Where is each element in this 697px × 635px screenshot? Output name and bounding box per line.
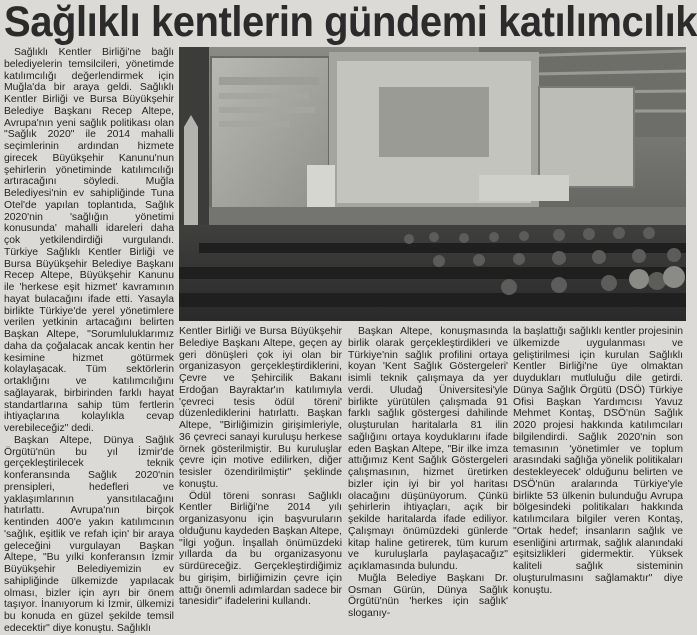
paragraph: Muğla Belediye Başkanı Dr. Osman Gürün, Dünya Sağlık Örgütü'nün 'herkes için sağlık' sloganıy- <box>348 572 508 619</box>
article-column-1 <box>4 47 174 634</box>
paragraph: Sağlıklı Kentler Birliği'ne bağlı belediyelerin temsilcileri, yönetimde katılımcılığı değerlendirmek için Muğla'da bir araya geldi. Sağlıklı Kentler Birliği ve Bursa Büyükşehir Belediye Başkanı Recep Altepe, Avrupa'nın yeni sağlık politikası olan "Sağlık 2020" ile 2014 mahalli seçimlerinin ardından hizmete girecek Büyükşehir Kanunu'nun şehirlerin yönetiminde katılımcılığı artıracağını söyledi. Muğla Belediyesi'nin ev sahipliğinde Tuna Otel'de yapılan toplantıda, Sağlık 2020'nin 'sağlığın yönetimi konusunda' mahalli idareleri daha çok yetkilendirdiği vurgulandı. Türkiye Sağlıklı Kentler Birliği ve Bursa Büyükşehir Belediye Başkanı Recep Altepe, Büyükşehir Kanunu ile 'herkese eşit hizmet' kavramının hayat bulacağını ifade etti. Yasayla birlikte Türkiye'de yerel yönetimlere verilen yetkinin artacağını belirten Başkan Altepe, "Sorumluluklarımız daha da çoğalacak ancak kentin her kesimine hizmet götürmek kolaylaşacak. Tüm sektörlerin ortaklığını ve katılımcılığını sağlayarak, birbirinden farklı hayat standartlarına sahip tüm fertlerin ihtiyaçlarına kolaylıkla cevap verebileceğiz" dedi. <box>4 47 174 434</box>
article-column-4 <box>513 326 683 600</box>
article-column-3 <box>348 326 508 619</box>
paragraph: Başkan Altepe, konuşmasında birlik olarak gerçekleştirdikleri ve Türkiye'nin sağlık profilini ortaya koyan 'Kent Sağlık Göstergeleri' isimli teknik çalışmaya da yer verdi. Uludağ Üniversitesi'yle birlikte yürütülen çalışmada 91 farklı sağlık göstergesi dahilinde oluşturulan haritalarla 81 ilin sağlığını ortaya koyduklarını ifade eden Başkan Altepe, "Bir ilke imza attığımız Kent Sağlık Göstergeleri çalışmasının, hizmet üretirken bizler için iyi bir yol haritası olacağını düşünüyorum. Çünkü şehirlerin ihtiyaçları, açık bir şekilde haritalarda ifade ediliyor. Çalışmayı önümüzdeki günlerde kitap haline getirerek, tüm kurum ve kuruluşlarla paylaşacağız" açıklamasında bulundu. <box>348 326 508 572</box>
article-column-2 <box>179 326 342 608</box>
conference-photo <box>179 47 686 321</box>
paragraph: Başkan Altepe, Dünya Sağlık Örgütü'nün bu yıl İzmir'de gerçekleştirilecek teknik konferansında Sağlık 2020'nin prensipleri, hedefleri ve yaklaşımlarının yansıtılacağını hatırlattı. Avrupa'nın birçok kentinden 400'e yakın katılımcının 'sağlık, eşitlik ve refah için' bir araya geleceğini vurgulayan Başkan Altepe, "Bu yılki konferansın İzmir Büyükşehir Belediyemizin ev sahipliğinde ülkemizde yapılacak olması, bizler için ayrı bir önem taşıyor. İnanıyorum ki İzmir, ülkemizi bu konuda en güzel şekilde temsil edecektir" diye konuştu. Sağlıklı <box>4 434 174 634</box>
paragraph: la başlattığı sağlıklı kentler projesinin ülkemizde uygulanması ve geliştirilmesi için kurulan Sağlıklı Kentler Birliği'ne üye olmaktan duydukları mutluluğu dile getirdi. Dünya Sağlık Örgütü (DSÖ) Türkiye Ofisi Başkan Yardımcısı Yavuz Mehmet Kontaş, DSÖ'nün Sağlık 2020 projesi hakkında katılımcıları bilgilendirdi. Sağlık 2020'nin son temasının 'yönetimler ve toplum arasındaki sağlığa yönelik politikaları destekleyecek' olduğunu belirten ve DSÖ'nün aralarında Türkiye'yle birlikte 53 ülkenin bulunduğu Avrupa bölgesindeki politikaları hakkında katılımcılara bilgiler veren Kontaş, "Ortak hedef; insanların sağlık ve esenliğini artırmak, sağlık alanındaki eşitsizlikleri gidermektir. Yüksek kaliteli sağlık sisteminin oluşturulmasını sağlamaktır" diye konuştu. <box>513 326 683 596</box>
paragraph: Ödül töreni sonrası Sağlıklı Kentler Birliği'ne 2014 yılı organizasyonu için başvuruların olduğunu kaydeden Başkan Altepe, "İlgi yoğun. İnşallah önümüzdeki yıllarda da bu organizasyonu sürdüreceğiz. Gerçekleştirdiğimiz bu girişim, birliğimizin çevre için attığı önemli adımlardan sadece bir tanesidir" ifadelerini kullandı. <box>179 490 342 608</box>
headline: Sağlıklı kentlerin gündemi katılımcılık <box>4 0 697 46</box>
paragraph: Kentler Birliği ve Bursa Büyükşehir Belediye Başkanı Altepe, geçen ay geri dönüşleri çok iyi olan bir organizasyon gerçekleştirdiklerini, Çevre ve Şehircilik Bakanı Erdoğan Bayraktar'ın katılımıyla 'çevreci tesis ödül töreni' düzenlediklerini hatırlattı. Başkan Altepe, "Birliğimizin girişimleriyle, 36 çevreci sanayi kuruluşu herkese örnek gösterilmiştir. Bu kuruluşlar çevre için motive edilirken, diğer tesisler özendirilmiştir" şeklinde konuştu. <box>179 326 342 490</box>
